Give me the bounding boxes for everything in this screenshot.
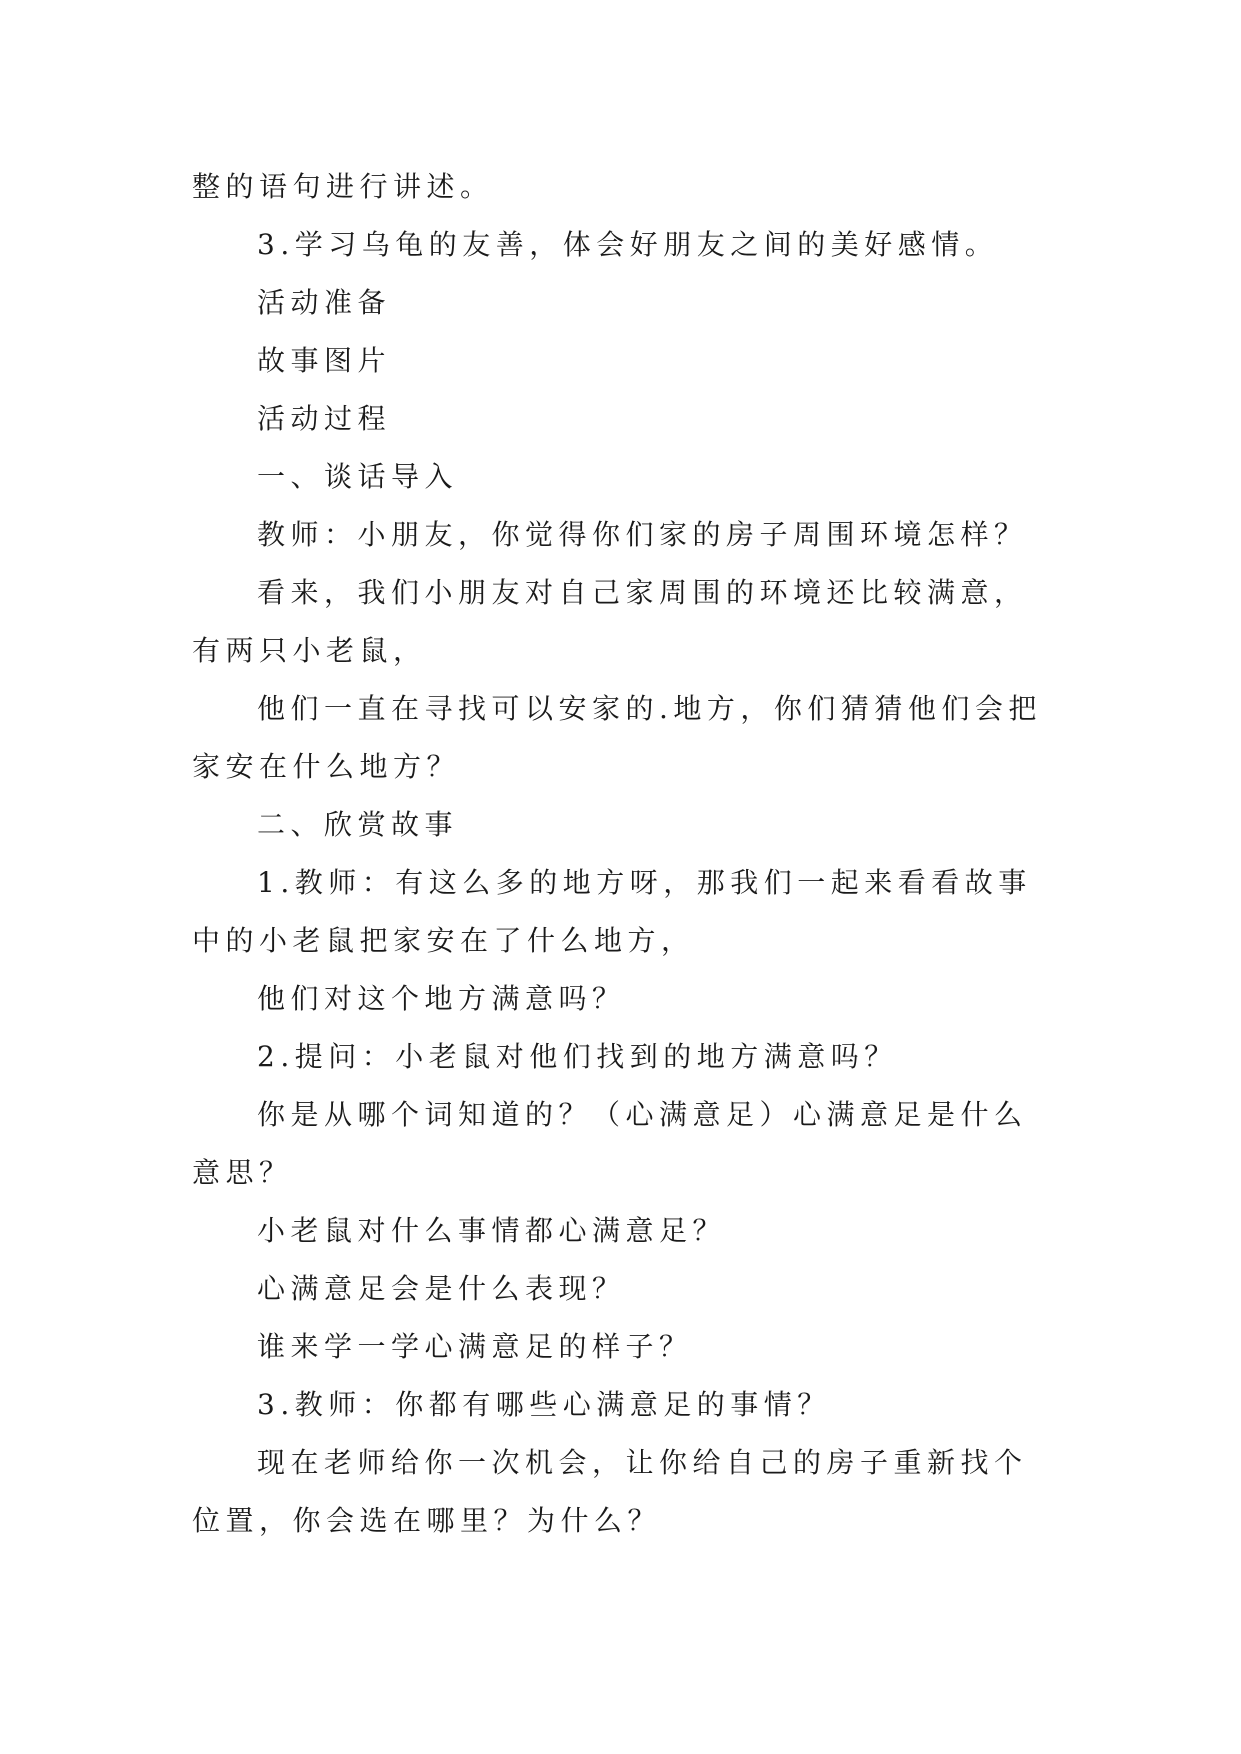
paragraph: 整的语句进行讲述。 [192, 170, 494, 203]
document-page [192, 158, 1050, 1550]
paragraph: 小老鼠对什么事情都心满意足？ [257, 1214, 727, 1247]
paragraph: 3.学习乌龟的友善，体会好朋友之间的美好感情。 [257, 228, 999, 261]
paragraph: 现在老师给你一次机会，让你给自己的房子重新找个位置，你会选在哪里？为什么？ [192, 1446, 1028, 1537]
paragraph: 2.提问：小老鼠对他们找到的地方满意吗？ [257, 1040, 898, 1073]
paragraph: 故事图片 [257, 344, 392, 377]
paragraph: 看来，我们小朋友对自己家周围的环境还比较满意，有两只小老鼠， [192, 576, 1028, 667]
paragraph: 心满意足会是什么表现？ [257, 1272, 626, 1305]
paragraph: 你是从哪个词知道的？（心满意足）心满意足是什么意思？ [192, 1098, 1028, 1189]
paragraph: 教师：小朋友，你觉得你们家的房子周围环境怎样？ [257, 518, 1028, 551]
paragraph: 谁来学一学心满意足的样子？ [257, 1330, 693, 1363]
section-heading: 一、谈话导入 [257, 460, 459, 493]
paragraph: 1.教师：有这么多的地方呀，那我们一起来看看故事中的小老鼠把家安在了什么地方， [192, 866, 1032, 957]
paragraph: 他们一直在寻找可以安家的.地方，你们猜猜他们会把家安在什么地方？ [192, 692, 1042, 783]
paragraph: 3.教师：你都有哪些心满意足的事情？ [257, 1388, 831, 1421]
section-heading: 活动过程 [257, 402, 392, 435]
section-heading: 活动准备 [257, 286, 392, 319]
paragraph: 他们对这个地方满意吗？ [257, 982, 626, 1015]
section-heading: 二、欣赏故事 [257, 808, 459, 841]
